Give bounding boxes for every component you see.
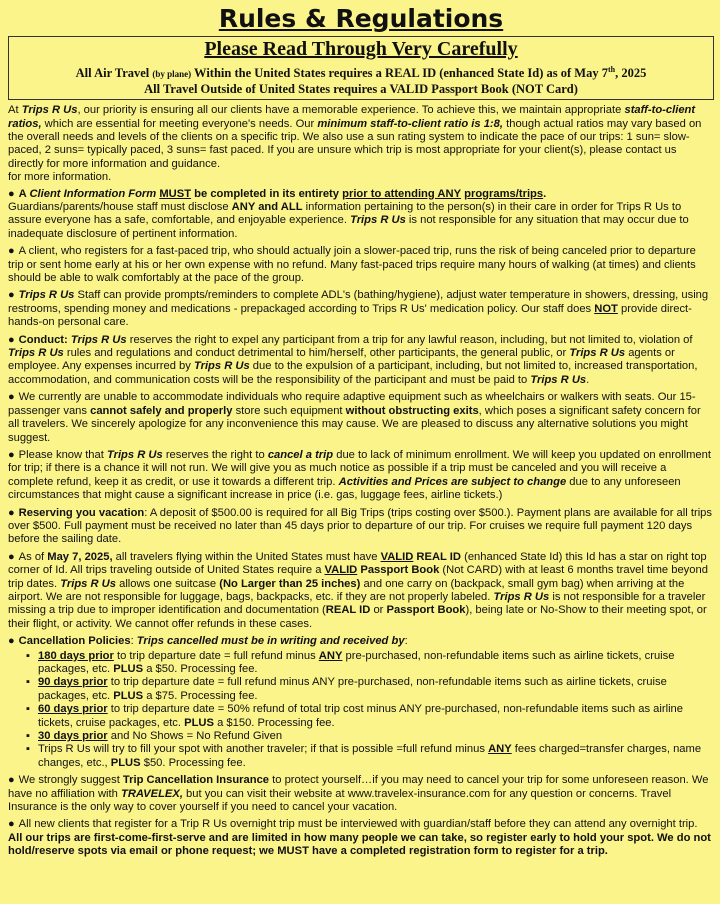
notice-real-id-line: All Air Travel (by plane) Within the United States requires a REAL ID (enhanced State Id) as of May 7th, 2025 [75,65,647,81]
staff-prompts-rule: ● Trips R Us Staff can provide prompts/reminders to complete ADL's (bathing/hygiene), adjust water temperature in showers, dressing, using restrooms, spending money and medications - prepackaged according to Trips R Us' medication policy. Our staff does NOT provide direct-hands-on personal care. [8,289,709,329]
cancellation-item: ▪ 60 days prior to trip departure date = 50% refund of total trip cost minus ANY pre-purchased, non-refundable items such as airline tickets, cruise packages, etc. PLUS a $150. Processing fee. [24,703,714,730]
bullet-icon: ● [8,635,15,648]
cancellation-item: ▪ 90 days prior to trip departure date = full refund minus ANY pre-purchased, non-refundable items such as airline tickets, cruise packages, etc. PLUS a $75. Processing fee. [24,676,714,703]
reserving-rule: ● Reserving you vacation: A deposit of $500.00 is required for all Big Trips (trips costing over $500.). Payment plans are available for all trips over $500. Full payment must be received no later than 45 days prior to departure of our trip. For cruises we require full payment 120 days before the sailing date. [8,506,712,546]
bullet-icon: ● [8,333,15,346]
bullet-icon: ● [8,289,15,302]
notice-passport-line: All Travel Outside of United States requires a VALID Passport Book (NOT Card) [144,82,578,97]
bullet-icon: ● [8,506,15,519]
real-id-rule: ● As of May 7, 2025, all travelers flying within the United States must have VALID REAL ID (enhanced State Id) this Id has a star on right top corner of Id. All trips traveling outside of United States require a VALID Passport Book (Not CARD) with at least 6 months travel time beyond trip dates. Trips R Us allows one suitcase (No Larger than 25 inches) and one carry on (backpack, small gym bag) when arriving at the airport. We are not responsible for luggage, bags, backpacks, etc. if they are not properly labeled. Trips R Us is not responsible for a traveler missing a trip due to improper identification and documentation (REAL ID or Passport Book), being late or No-Show to their meeting spot, or their flight, or activity. We cannot offer refunds in these cases. [8,550,708,630]
cancellation-policies: ● Cancellation Policies: Trips cancelled must be in writing and received by: ▪ 180 days prior to trip departure date = full refund minus ANY pre-purchased, non-refundable items such as airline tickets, cruise packages, etc. PLUS a $50. Processing fee. ▪ 90 days prior to trip departure date = full refund minus ANY pre-purchased, non-refundable items such as airline tickets, cruise packages, etc. PLUS a $75. Processing fee. ▪ 60 days prior to trip departure date = 50% refund of total trip cost minus ANY pre-purchased, non-refundable items such as airline tickets, cruise packages, etc. PLUS a $150. Processing fee. ▪ 30 days prior and No Shows = No Refund Given ▪ Trips R Us will try to fill your spot with another traveler; if that is possible =full refund minus ANY fees charged=transfer charges, name changes, etc., PLUS $50. Processing fee. [8,635,714,770]
bullet-icon: ● [8,774,15,787]
new-clients-rule: ● All new clients that register for a Trip R Us overnight trip must be interviewed with guardian/staff before they can attend any overnight trip. All our trips are first-come-first-serve and are limited in how many people we can take, so register early to hold your spot. We do not hold/reserve spots via email or phone request; we MUST have a completed registration form to register for a trip. [8,818,711,858]
cancellation-item: ▪ 30 days prior and No Shows = No Refund Given [24,730,714,743]
insurance-rule: ● We strongly suggest Trip Cancellation Insurance to protect yourself…if you may need to cancel your trip for some unforeseen reason. We have no affiliation with TRAVELEX, but you can visit their website at www.travelex-insurance.com for any question or concerns. Travel Insurance is the only way to cover yourself if you need to cancel your vacation. [8,774,709,814]
fast-paced-rule: ● A client, who registers for a fast-paced trip, who should actually join a slower-paced trip, runs the risk of being canceled prior to departure trip or sent home early at his or her own expense with no refund. Many fast-paced trips require many hours of walking (at times) and clients should be able to walk comfortably at the pace of the group. [8,245,696,285]
bullet-icon: ● [8,391,15,404]
bullet-icon: ● [8,448,15,461]
important-notice-box [8,36,714,100]
cancellation-list [24,650,714,771]
bullet-icon: ● [8,245,15,258]
adaptive-equipment-rule: ● We currently are unable to accommodate individuals who require adaptive equipment such as wheelchairs or walkers with seats. Our 15-passenger vans cannot safely and properly store such equipment without obstructing exits, which poses a significant safety concern for all travelers. We sincerely apologize for any inconvenience this may cause. We are pleased to discuss any alternative solutions you might suggest. [8,391,701,444]
bullet-icon: ● [8,550,15,563]
client-form-rule: ● A Client Information Form MUST be completed in its entirety prior to attending ANY programs/trips. Guardians/parents/house staff must disclose ANY and ALL information pertaining to the person(s) in their care in order for Trips R Us to assure everyone has a safe, comfortable, and enjoyable experience. Trips R Us is not responsible for any situation that may occur due to inadequate disclosure of pertinent information. [8,187,689,240]
conduct-rule: ● Conduct: Trips R Us reserves the right to expel any participant from a trip for any lawful reason, including, but not limited to, violation of Trips R Us rules and regulations and conduct detrimental to him/herself, other participants, the general public, or Trips R Us agents or employee. Any expenses incurred by Trips R Us due to the expulsion of a participant, including, but not limited to, increased transportation, accommodation, and communication costs will be the responsibility of the participant and must be paid to Trips R Us. [8,333,698,386]
cancel-trip-rule: ● Please know that Trips R Us reserves the right to cancel a trip due to lack of minimum enrollment. We will keep you updated on enrollment for trip; if there is a chance it will not run. We will give you as much notice as possible if a trip must be canceled and you will receive a complete refund, keep it as credit, or use it towards a different trip. Activities and Prices are subject to change due to any unforeseen circumstances that might cause a significant increase in price (i.e. gas, luggage fees, airline tickets.) [8,448,711,502]
page-title: Rules & Regulations [218,4,504,33]
cancellation-item: ▪ Trips R Us will try to fill your spot with another traveler; if that is possible =full refund minus ANY fees charged=transfer charges, name changes, etc., PLUS $50. Processing fee. [24,743,714,770]
intro-paragraph: At Trips R Us, our priority is ensuring all our clients have a memorable experience. To achieve this, we maintain appropriate staff-to-client ratios, which are essential for meeting everyone's needs. Our minimum staff-to-client ratio is 1:8, though actual ratios may vary based on the overall needs and levels of the clients on a specific trip. We also use a sun rating system to indicate the pace of our trips: 1 sun= slow-paced, 2 suns= typically paced, 3 suns= fast paced. If you are unsure which trip is most appropriate for your client(s), please contact us directly for more information and guidance. for more information. [8,104,702,184]
cancellation-item: ▪ 180 days prior to trip departure date = full refund minus ANY pre-purchased, non-refundable items such as airline tickets, cruise packages, etc. PLUS a $50. Processing fee. [24,650,714,677]
bullet-icon: ● [8,187,15,200]
notice-heading: Please Read Through Very Carefully [204,38,518,60]
bullet-icon: ● [8,818,15,831]
